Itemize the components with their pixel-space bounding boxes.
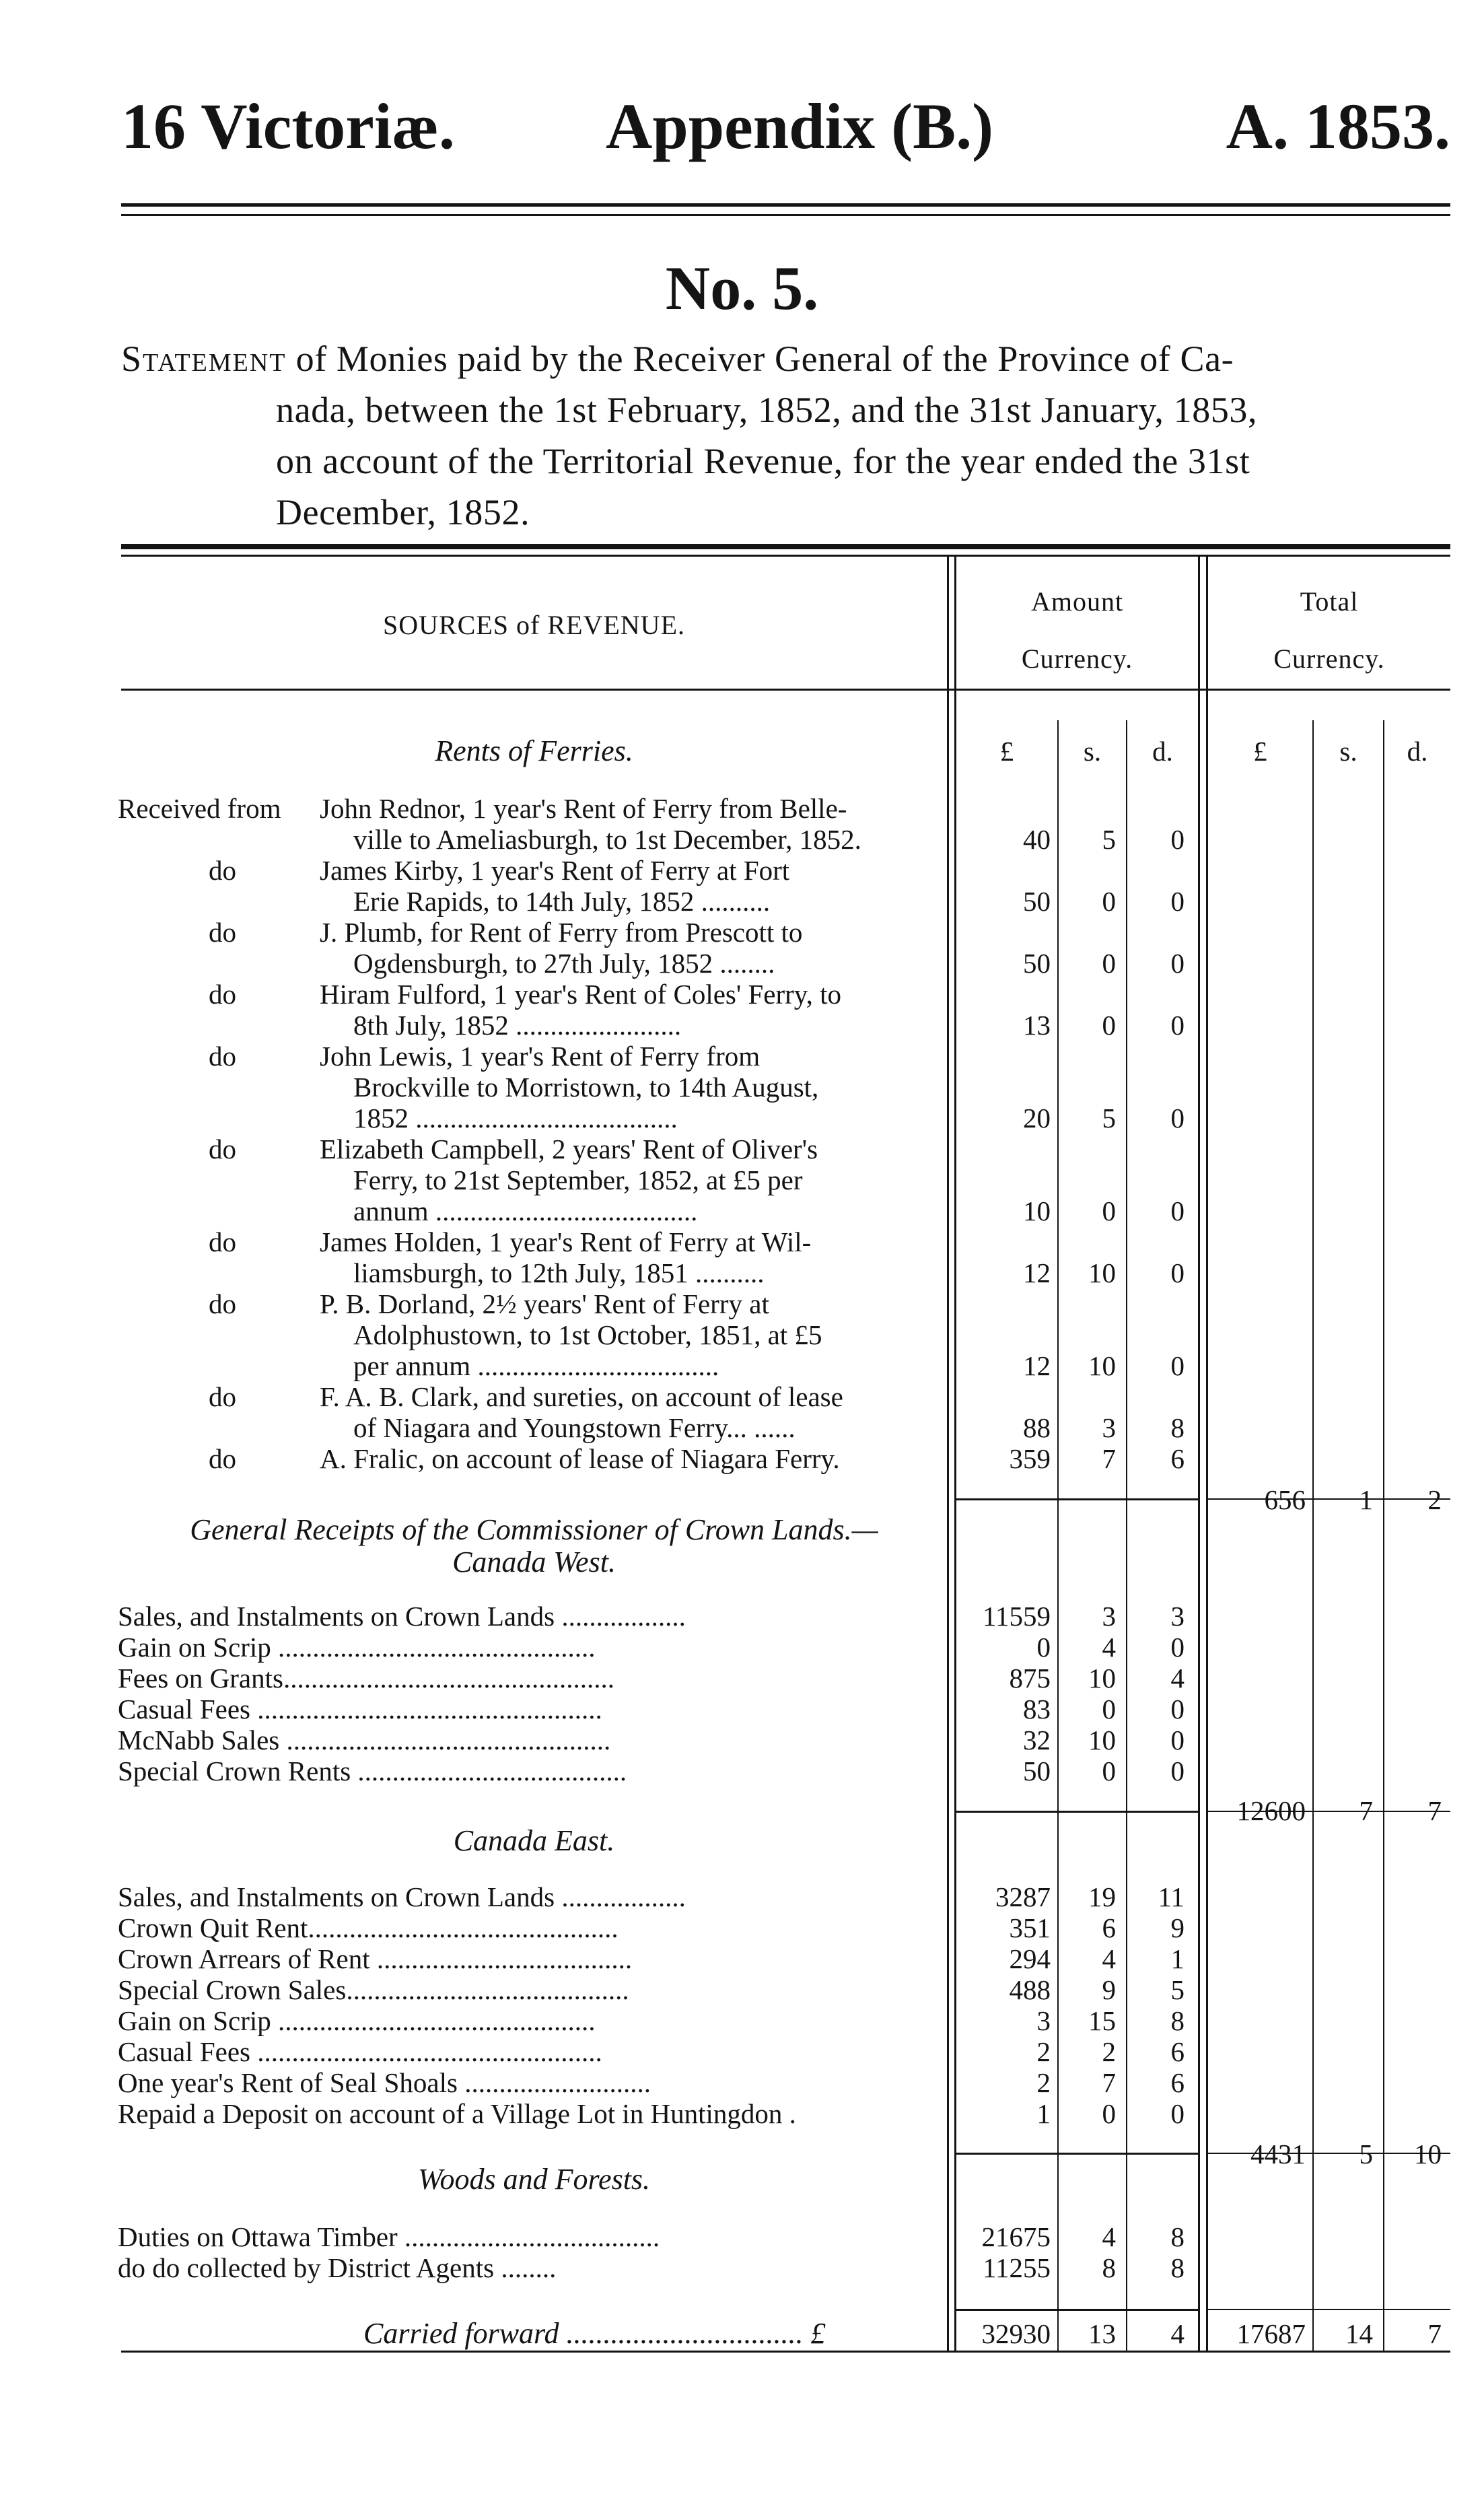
table-top-rule-thin (121, 555, 1450, 557)
east-row-shillings: 0 (1102, 2098, 1116, 2129)
east-row-pence: 5 (1170, 1974, 1185, 2005)
west-total-pence: 7 (1427, 1795, 1442, 1826)
ferry-row-text: F. A. B. Clark, and sureties, on account of lease (320, 1381, 843, 1412)
ferry-row-text: John Lewis, 1 year's Rent of Ferry from (320, 1041, 761, 1072)
east-row-label: Sales, and Instalments on Crown Lands .................. (118, 1881, 686, 1912)
col-divider-6 (1383, 720, 1384, 2352)
east-row-pounds: 488 (1009, 1974, 1051, 2005)
east-row-pounds: 3 (1036, 2005, 1051, 2036)
ferry-subtotal-rule (956, 1498, 1198, 1500)
west-row-pence: 0 (1170, 1756, 1185, 1786)
carried-amount-shillings: 13 (1088, 2318, 1116, 2349)
ferry-total-shillings: 1 (1359, 1484, 1373, 1515)
east-row-pounds: 294 (1009, 1943, 1051, 1974)
header-rule-top (121, 203, 1450, 207)
ferry-row-shillings: 0 (1102, 1195, 1116, 1226)
amount-pounds-head: £ (999, 736, 1014, 767)
ferry-row-pounds: 88 (1023, 1412, 1051, 1443)
woods-row-pence: 8 (1170, 2221, 1185, 2252)
west-row-shillings: 10 (1088, 1725, 1116, 1756)
col-total-head: Total (1300, 586, 1359, 617)
ferry-row-pence: 0 (1170, 1010, 1185, 1041)
ferry-row-text: of Niagara and Youngstown Ferry... ...... (353, 1412, 796, 1443)
west-row-pence: 3 (1170, 1601, 1185, 1632)
col-total-sub: Currency. (1273, 644, 1385, 674)
ferry-row-shillings: 0 (1102, 948, 1116, 979)
ferry-row-shillings: 10 (1088, 1350, 1116, 1381)
woods-row-shillings: 8 (1102, 2252, 1116, 2283)
west-row-label: Casual Fees .................................................. (118, 1694, 602, 1725)
carried-total-pounds: 17687 (1236, 2318, 1306, 2349)
ferry-row-prefix: do (209, 855, 236, 886)
header-year: A. 1853. (1226, 90, 1450, 162)
west-total-shillings: 7 (1359, 1795, 1373, 1826)
west-row-pounds: 50 (1023, 1756, 1051, 1786)
ferry-row-pounds: 10 (1023, 1195, 1051, 1226)
ferry-row-text: James Holden, 1 year's Rent of Ferry at Wil- (320, 1226, 812, 1257)
table-head-rule (121, 689, 1450, 691)
table-bottom-rule (121, 2351, 1450, 2353)
ferry-row-shillings: 3 (1102, 1412, 1116, 1443)
total-pounds-head: £ (1253, 736, 1267, 767)
ferry-row-pence: 0 (1170, 824, 1185, 855)
west-row-pounds: 32 (1023, 1725, 1051, 1756)
ferry-row-pounds: 50 (1023, 948, 1051, 979)
east-total-shillings: 5 (1359, 2139, 1373, 2169)
ferry-row-prefix: do (209, 1226, 236, 1257)
ferry-row-pence: 0 (1170, 1257, 1185, 1288)
east-row-label: One year's Rent of Seal Shoals ........................... (118, 2067, 651, 2098)
ferry-row-shillings: 0 (1102, 886, 1116, 917)
east-row-label: Crown Quit Rent............................................. (118, 1912, 619, 1943)
header-session: 16 Victoriæ. (121, 90, 455, 162)
east-row-pounds: 1 (1036, 2098, 1051, 2129)
east-subtotal-rule (956, 2153, 1198, 2155)
west-row-pounds: 11559 (983, 1601, 1051, 1632)
east-row-shillings: 4 (1102, 1943, 1116, 1974)
ferry-row-text: per annum ................................... (353, 1350, 719, 1381)
ferry-row-pence: 0 (1170, 1103, 1185, 1134)
ferry-row-pounds: 40 (1023, 824, 1051, 855)
east-row-shillings: 9 (1102, 1974, 1116, 2005)
east-row-label: Crown Arrears of Rent ..................................... (118, 1943, 633, 1974)
ferry-row-pounds: 13 (1023, 1010, 1051, 1041)
col-amount-head: Amount (1030, 586, 1124, 617)
ferry-row-pence: 0 (1170, 948, 1185, 979)
west-row-label: McNabb Sales ............................................... (118, 1725, 611, 1756)
ferry-row-pounds: 359 (1009, 1443, 1051, 1474)
east-row-shillings: 2 (1102, 2036, 1116, 2067)
woods-row-label: do do collected by District Agents ........ (118, 2252, 557, 2283)
ferry-row-text: Brockville to Morristown, to 14th August, (353, 1072, 819, 1103)
statement-line-1: Statement of Monies paid by the Receiver General of the Province of Ca- (121, 339, 1234, 379)
west-row-label: Fees on Grants................................................ (118, 1663, 614, 1694)
section-woods: Woods and Forests. (417, 2163, 651, 2196)
east-row-pounds: 2 (1036, 2036, 1051, 2067)
west-row-shillings: 10 (1088, 1663, 1116, 1694)
ferry-row-pence: 0 (1170, 1195, 1185, 1226)
amount-shillings-head: s. (1083, 736, 1102, 767)
ferry-row-pence: 6 (1170, 1443, 1185, 1474)
east-row-pounds: 3287 (995, 1881, 1051, 1912)
ferry-row-text: annum ...................................... (353, 1195, 698, 1226)
header-appendix: Appendix (B.) (606, 90, 994, 162)
woods-row-pounds: 11255 (983, 2252, 1051, 2283)
col-sources-head: SOURCES of REVENUE. (382, 610, 686, 640)
west-row-label: Special Crown Rents ....................................... (118, 1756, 627, 1786)
statement-line-2: nada, between the 1st February, 1852, and the 31st January, 1853, (276, 390, 1258, 430)
col-divider-1 (947, 555, 949, 2352)
ferry-row-text: 8th July, 1852 ........................ (353, 1010, 682, 1041)
ferry-row-text: Adolphustown, to 1st October, 1851, at £5 (353, 1319, 822, 1350)
col-amount-sub: Currency. (1021, 644, 1133, 674)
header-rule-bottom (121, 214, 1450, 216)
table-top-rule (121, 544, 1450, 549)
ferry-row-prefix: Received from (118, 793, 281, 824)
ferry-row-text: P. B. Dorland, 2½ years' Rent of Ferry at (320, 1288, 769, 1319)
east-row-pence: 0 (1170, 2098, 1185, 2129)
total-shillings-head: s. (1339, 736, 1357, 767)
ferry-row-shillings: 10 (1088, 1257, 1116, 1288)
total-pence-head: d. (1407, 736, 1428, 767)
ferry-row-text: James Kirby, 1 year's Rent of Ferry at Fort (320, 855, 790, 886)
woods-row-shillings: 4 (1102, 2221, 1116, 2252)
east-row-pounds: 2 (1036, 2067, 1051, 2098)
west-row-pounds: 0 (1036, 1632, 1051, 1663)
ferry-row-text: A. Fralic, on account of lease of Niagara Ferry. (320, 1443, 840, 1474)
col-divider-4b (1206, 555, 1208, 2352)
woods-row-pence: 8 (1170, 2252, 1185, 2283)
ferry-row-pence: 0 (1170, 1350, 1185, 1381)
east-row-shillings: 7 (1102, 2067, 1116, 2098)
carried-forward-label: Carried forward ................................ £ (363, 2317, 826, 2350)
ferry-row-text: Erie Rapids, to 14th July, 1852 .......... (353, 886, 771, 917)
section-ferries: Rents of Ferries. (435, 734, 633, 767)
ferry-row-text: John Rednor, 1 year's Rent of Ferry from Belle- (320, 793, 847, 824)
east-row-shillings: 15 (1088, 2005, 1116, 2036)
section-general-1: General Receipts of the Commissioner of Crown Lands.— (190, 1513, 878, 1546)
east-row-shillings: 19 (1088, 1881, 1116, 1912)
east-row-pence: 8 (1170, 2005, 1185, 2036)
ferry-row-text: J. Plumb, for Rent of Ferry from Prescott to (320, 917, 803, 948)
east-row-pence: 9 (1170, 1912, 1185, 1943)
east-row-shillings: 6 (1102, 1912, 1116, 1943)
east-row-pence: 6 (1170, 2036, 1185, 2067)
ferry-row-text: Hiram Fulford, 1 year's Rent of Coles' Ferry, to (320, 979, 842, 1010)
west-row-pence: 0 (1170, 1694, 1185, 1725)
ferry-row-pounds: 20 (1023, 1103, 1051, 1134)
east-row-pence: 11 (1158, 1881, 1185, 1912)
west-row-pence: 0 (1170, 1632, 1185, 1663)
west-row-pence: 0 (1170, 1725, 1185, 1756)
east-row-pence: 1 (1170, 1943, 1185, 1974)
ferry-row-prefix: do (209, 1288, 236, 1319)
east-row-label: Special Crown Sales......................................... (118, 1974, 629, 2005)
section-east: Canada East. (453, 1824, 615, 1857)
west-total-pounds: 12600 (1236, 1795, 1306, 1826)
ferry-row-prefix: do (209, 1134, 236, 1165)
carried-amount-pounds: 32930 (981, 2318, 1051, 2349)
ferry-row-shillings: 5 (1102, 1103, 1116, 1134)
ferry-row-pence: 0 (1170, 886, 1185, 917)
amount-pence-head: d. (1152, 736, 1173, 767)
east-row-pounds: 351 (1009, 1912, 1051, 1943)
ferry-row-text: Ogdensburgh, to 27th July, 1852 ........ (353, 948, 775, 979)
woods-row-pounds: 21675 (981, 2221, 1051, 2252)
ferry-row-prefix: do (209, 1443, 236, 1474)
ferry-total-pounds: 656 (1264, 1484, 1306, 1515)
west-row-pounds: 875 (1009, 1663, 1051, 1694)
east-row-label: Gain on Scrip .............................................. (118, 2005, 596, 2036)
west-row-shillings: 3 (1102, 1601, 1116, 1632)
ferry-row-shillings: 5 (1102, 824, 1116, 855)
east-row-label: Casual Fees .................................................. (118, 2036, 602, 2067)
west-row-pounds: 83 (1023, 1694, 1051, 1725)
east-row-pence: 6 (1170, 2067, 1185, 2098)
document-number: No. 5. (665, 254, 819, 322)
east-total-pence: 10 (1414, 2139, 1442, 2169)
ferry-row-pounds: 12 (1023, 1257, 1051, 1288)
ferry-row-text: Ferry, to 21st September, 1852, at £5 per (353, 1165, 803, 1195)
ferry-row-pounds: 12 (1023, 1350, 1051, 1381)
statement-line-3: on account of the Territorial Revenue, for the year ended the 31st (276, 441, 1250, 481)
col-divider-4 (1198, 555, 1200, 2352)
ferry-row-text: Elizabeth Campbell, 2 years' Rent of Oliver's (320, 1134, 818, 1165)
west-row-shillings: 0 (1102, 1756, 1116, 1786)
east-row-label: Repaid a Deposit on account of a Village Lot in Huntingdon . (118, 2098, 796, 2129)
ferry-row-text: liamsburgh, to 12th July, 1851 .......... (353, 1257, 765, 1288)
west-row-shillings: 0 (1102, 1694, 1116, 1725)
ferry-row-prefix: do (209, 917, 236, 948)
ferry-row-shillings: 7 (1102, 1443, 1116, 1474)
west-row-label: Gain on Scrip .............................................. (118, 1632, 596, 1663)
ferry-row-prefix: do (209, 1381, 236, 1412)
west-row-shillings: 4 (1102, 1632, 1116, 1663)
west-row-label: Sales, and Instalments on Crown Lands .................. (118, 1601, 686, 1632)
section-general-2: Canada West. (452, 1545, 616, 1578)
west-subtotal-rule (956, 1811, 1198, 1813)
carried-amount-pence: 4 (1170, 2318, 1185, 2349)
ferry-row-text: ville to Ameliasburgh, to 1st December, 1852. (353, 824, 861, 855)
ferry-row-pence: 8 (1170, 1412, 1185, 1443)
east-total-pounds: 4431 (1250, 2139, 1306, 2169)
carried-total-shillings: 14 (1345, 2318, 1373, 2349)
statement-lead: Statement (121, 339, 287, 379)
statement-line-4: December, 1852. (276, 492, 530, 532)
col-divider-5 (1312, 720, 1314, 2352)
ferry-row-prefix: do (209, 1041, 236, 1072)
ferry-total-pence: 2 (1427, 1484, 1442, 1515)
west-row-pence: 4 (1170, 1663, 1185, 1694)
ferry-row-prefix: do (209, 979, 236, 1010)
ferry-row-text: 1852 ...................................... (353, 1103, 678, 1134)
woods-row-label: Duties on Ottawa Timber ..................................... (118, 2221, 660, 2252)
carried-total-pence: 7 (1427, 2318, 1442, 2349)
woods-subtotal-rule (956, 2309, 1198, 2311)
woods-total-rule (1208, 2309, 1450, 2310)
ferry-row-shillings: 0 (1102, 1010, 1116, 1041)
ferry-row-pounds: 50 (1023, 886, 1051, 917)
